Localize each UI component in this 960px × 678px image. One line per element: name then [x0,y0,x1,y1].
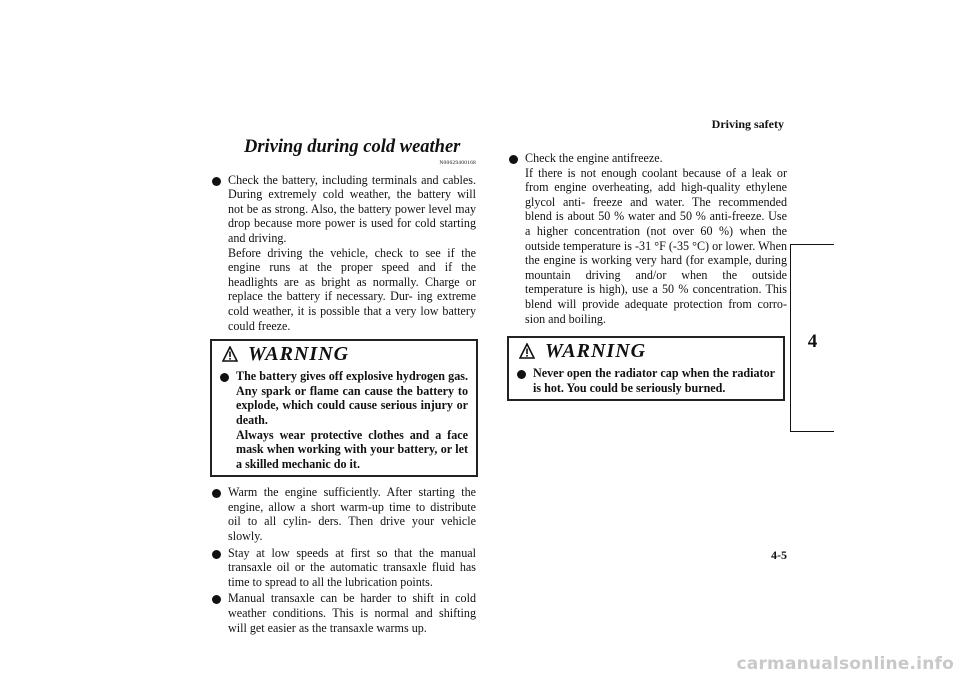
warning-header [517,338,775,364]
watermark: carmanualsonline.info [736,654,954,674]
bullet-text: Check the battery, including terminals and cables. During extremely cold weather, the battery will not be as strong. Also, the battery power level may drop because more power is used for cold starting and driving. [228,172,476,245]
warning-box-radiator [507,336,785,401]
bullet-text: Manual transaxle can be harder to shift in cold weather conditions. This is normal and shifting will get easier as the transaxle warms up. [228,591,476,635]
warning-text: Always wear protective clothes and a face mask when working with your battery, or let a skilled mechanic do it. [236,427,468,471]
bullet-warm-engine [212,485,476,543]
bullet-low-speeds [212,546,476,590]
bullet-antifreeze [509,151,787,326]
warning-text: The battery gives off explosive hydrogen gas. Any spark or flame can cause the battery to explode, which could cause serious injury or death. [236,369,468,427]
warning-item [220,369,468,471]
bullet-manual-transaxle [212,591,476,635]
bullet-text: Before driving the vehicle, check to see if the engine runs at the proper speed and if the headlights are as bright as normally. Charge or replace the battery if necessary. Dur- ing extreme cold weather, it is possible that a very low battery could freeze. [228,245,476,333]
reference-code: N00629400168 [439,160,476,166]
warning-triangle-icon [222,346,238,362]
page-number: 4-5 [771,548,787,562]
running-header: Driving safety [711,117,784,131]
warning-box-battery [210,339,478,477]
right-column [509,149,787,409]
warning-item [517,366,775,395]
chapter-tab [790,244,834,432]
bullet-battery-check [212,173,476,334]
warning-triangle-icon [519,343,535,359]
chapter-number: 4 [807,331,818,352]
warning-text: Never open the radiator cap when the radiator is hot. You could be seriously burned. [533,366,775,395]
section-heading: Driving during cold weather [244,137,461,157]
left-column [212,136,476,635]
bullet-text: Warm the engine sufficiently. After starting the engine, allow a short warm-up time to distribute oil to all cylin- ders. Then drive your vehicle slowly. [228,485,476,544]
bullet-text: Check the engine antifreeze. [525,151,663,165]
bullet-text: If there is not enough coolant because of a leak or from engine overheating, add high-quality ethylene glycol anti- freeze and water. The recommended blend is about 50 % water and 50 % anti-freeze. Use a higher concentration (not over 60 %) when the outside temperature is -31 °F (-35 °C) or lower. When the engine is working very hard (for example, during mountain driving and/or when the outside temperature is high), use a 50 % concentration. This blend will provide adequate protection from corro- sion and boiling. [525,165,787,326]
warning-label: WARNING [545,340,647,363]
bullet-text: Stay at low speeds at first so that the manual transaxle oil or the automatic transaxle fluid has time to spread to all the lubrication points. [228,545,476,589]
warning-header [220,341,468,367]
warning-label: WARNING [248,343,350,366]
